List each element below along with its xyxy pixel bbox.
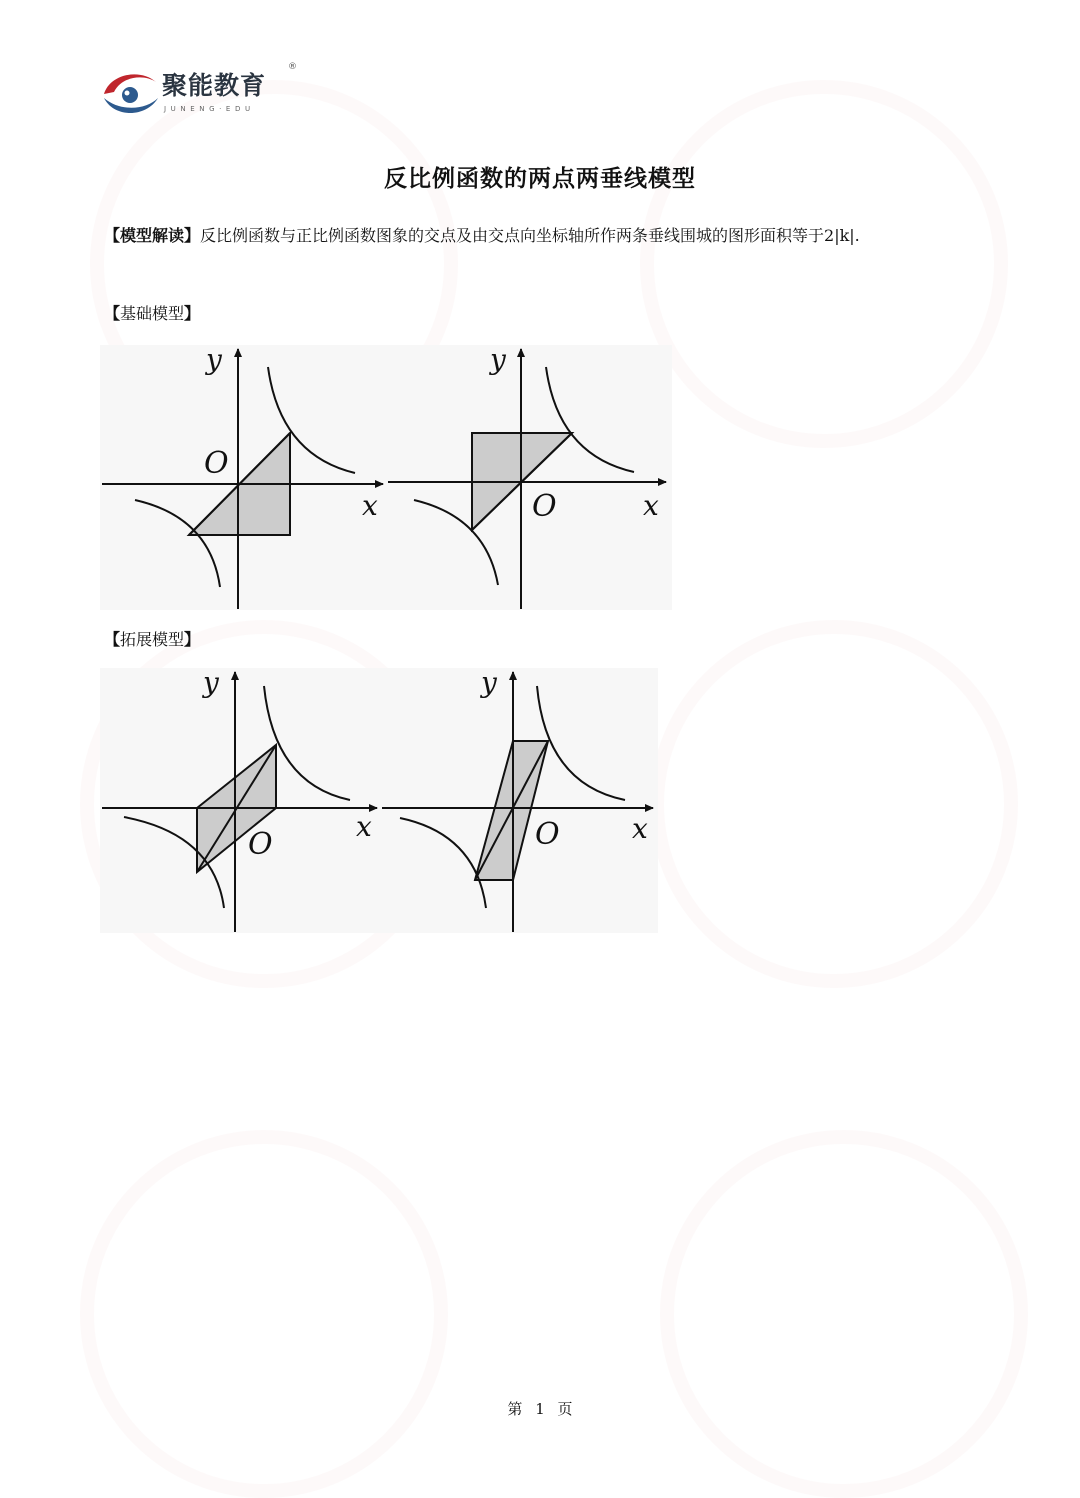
model-interpretation <box>104 214 974 257</box>
y-axis-label: y <box>490 345 506 376</box>
logo-subtitle: JUNENG·EDU <box>164 105 255 113</box>
page-footer <box>0 1398 1080 1419</box>
hyperbola-branch <box>537 686 625 800</box>
extended-figure-2 <box>380 668 658 933</box>
footer-suffix: 页 <box>557 1400 573 1418</box>
origin-label: O <box>248 827 273 862</box>
brand-logo <box>100 62 310 122</box>
page-title: 反比例函数的两点两垂线模型 <box>384 165 696 192</box>
y-axis-label: y <box>206 345 222 376</box>
hyperbola-branch <box>400 818 486 908</box>
basic-figure-2 <box>386 345 672 610</box>
y-axis-label: y <box>481 668 497 699</box>
x-axis-label: x <box>643 489 659 522</box>
interpretation-tag: 【模型解读】 <box>104 226 201 245</box>
x-axis-label: x <box>632 812 648 845</box>
watermark <box>80 1130 448 1498</box>
extended-figure-1 <box>100 668 382 933</box>
page-number: 1 <box>535 1400 545 1418</box>
hyperbola-branch <box>546 367 634 472</box>
hyperbola-branch <box>135 500 220 587</box>
basic-figure-1 <box>100 345 390 610</box>
logo-eye-icon <box>100 64 160 120</box>
extended-model-heading: 【拓展模型】 <box>104 630 201 649</box>
logo-name: 聚能教育 <box>162 71 267 100</box>
watermark <box>660 1130 1028 1498</box>
y-axis-label: y <box>203 668 219 699</box>
x-axis-label: x <box>356 810 372 843</box>
x-axis-label: x <box>362 489 378 522</box>
basic-model-heading: 【基础模型】 <box>104 304 201 323</box>
watermark <box>650 620 1018 988</box>
basic-heading-text: 基础模型 <box>120 304 185 323</box>
origin-label: O <box>532 489 557 524</box>
registered-mark: ® <box>288 62 297 72</box>
origin-label: O <box>535 817 560 852</box>
watermark <box>640 80 1008 448</box>
origin-label: O <box>204 446 229 481</box>
interpretation-text: 反比例函数与正比例函数图象的交点及由交点向坐标轴所作两条垂线围城的图形面积等于2|k|. <box>200 226 860 245</box>
footer-prefix: 第 <box>507 1400 523 1418</box>
extended-heading-text: 拓展模型 <box>120 630 185 649</box>
